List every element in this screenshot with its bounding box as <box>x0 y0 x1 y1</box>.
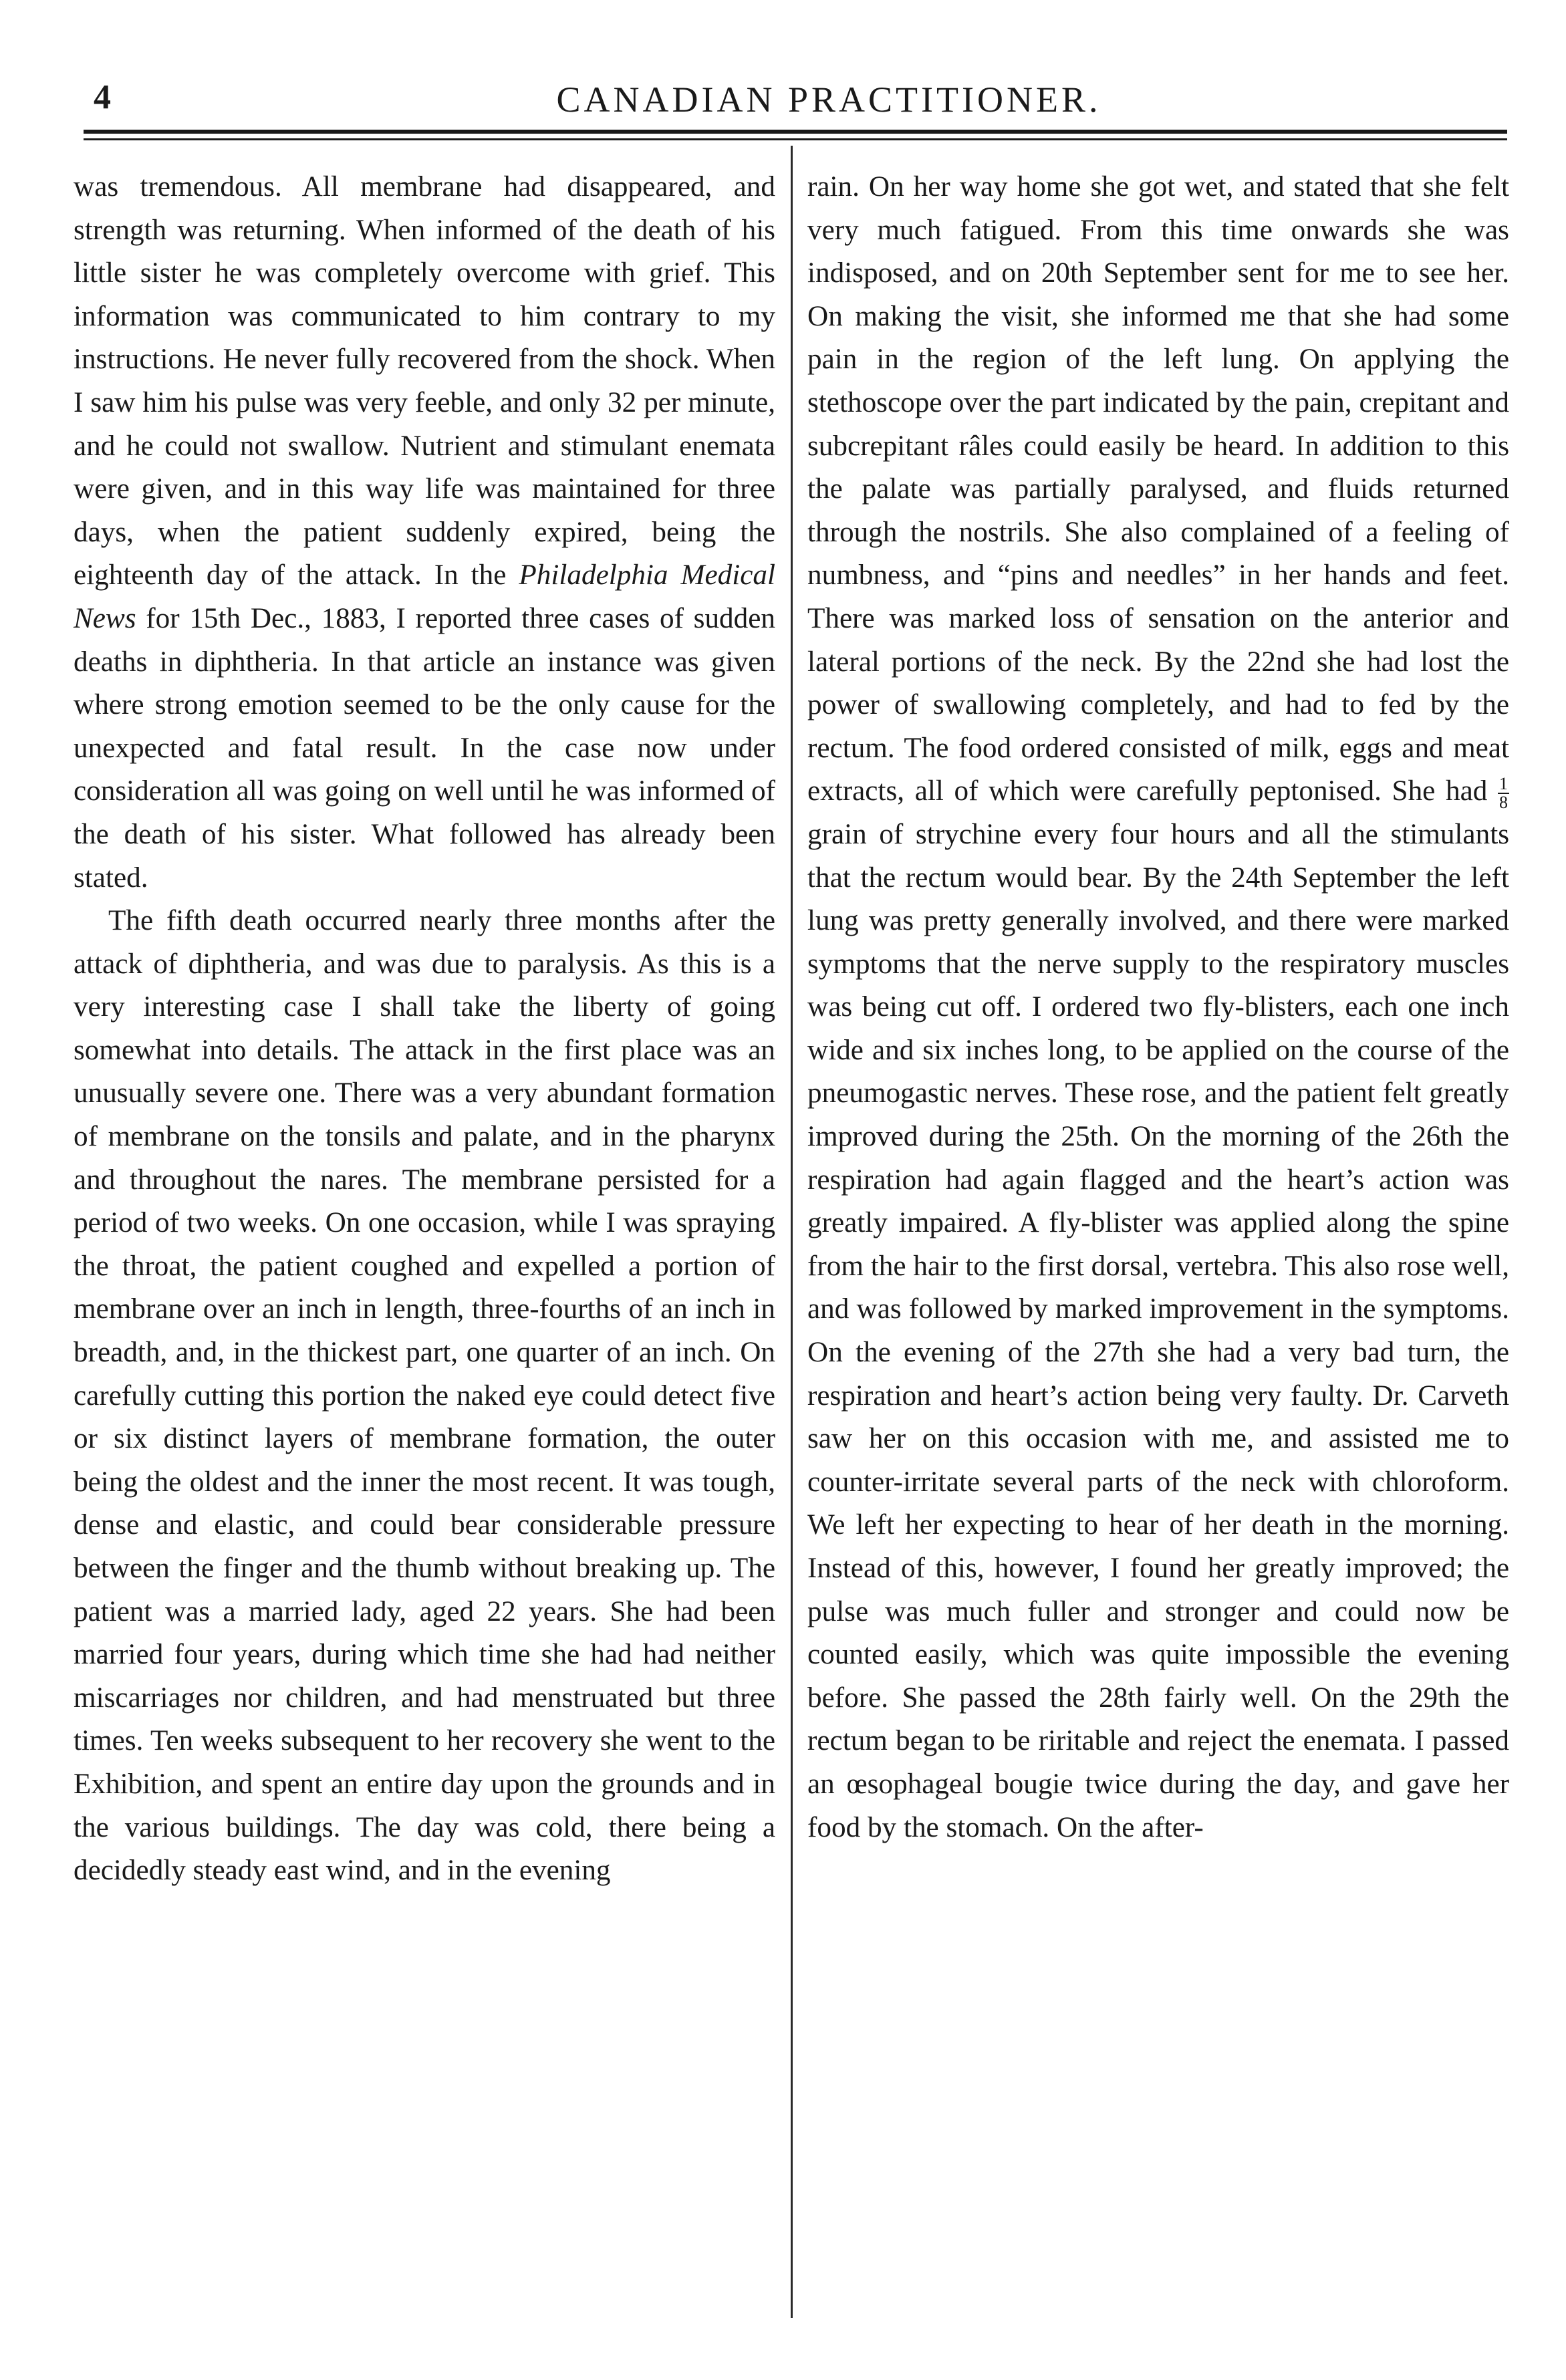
right-column <box>807 166 1509 1849</box>
paragraph <box>807 166 1509 1849</box>
header-rule-thick <box>84 130 1507 134</box>
paragraph-text: grain of strychine every four hours and all the stimulants that the rectum would bear. By the 24th September the left lung was pretty generally involved, and there were marked symptoms that the nerve supply to the respiratory muscles was being cut off. I ordered two fly-blisters, each one inch wide and six inches long, to be applied on the course of the pneumogastic nerves. These rose, and the patient felt greatly improved during the 25th. On the morning of the 26th the respiration had again flagged and the heart’s action was greatly impaired. A fly-blister was applied along the spine from the hair to the first dorsal, vertebra. This also rose well, and was followed by marked improvement in the symptoms. On the evening of the 27th she had a very bad turn, the respiration and heart’s action being very faulty. Dr. Carveth saw her on this occasion with me, and assisted me to counter-irritate several parts of the neck with chloroform. We left her expecting to hear of her death in the morning. Instead of this, however, I found her greatly improved; the pulse was much fuller and stronger and could now be counted easily, which was quite impossible the evening before. She passed the 28th fairly well. On the 29th the rectum began to be riritable and reject the enemata. I passed an œsophageal bougie twice during the day, and gave her food by the stomach. On the after- <box>807 818 1509 1843</box>
fraction-numerator: 1 <box>1499 774 1508 794</box>
page-header <box>67 59 1511 119</box>
paragraph-text: rain. On her way home she got wet, and stated that she felt very much fatigued. From this time onwards she was indisposed, and on 20th September sent for me to see her. On making the visit, she informed me that she had some pain in the region of the left lung. On applying the stethoscope over the part indicated by the pain, crepitant and subcrepitant râles could easily be heard. In addition to this the palate was partially paralysed, and fluids returned through the nostrils. She also complained of a feeling of numbness, and “pins and needles” in her hands and feet. There was marked loss of sensation on the anterior and lateral portions of the neck. By the 22nd she had lost the power of swallowing completely, and had to fed by the rectum. The food ordered consisted of milk, eggs and meat extracts, all of which were carefully peptonised. She had <box>807 171 1509 807</box>
paragraph-text: was tremendous. All membrane had disappeared, and strength was returning. When informed of the death of his little sister he was completely overcome with grief. This information was communicated to him contrary to my instructions. He never fully recovered from the shock. When I saw him his pulse was very feeble, and only 32 per minute, and he could not swallow. Nutrient and stimulant enemata were given, and in this way life was maintained for three days, when the patient suddenly expired, being the eighteenth day of the attack. In the <box>74 171 775 591</box>
paragraph: The fifth death occurred nearly three months after the attack of diphtheria, and was due to paralysis. As this is a very interesting case I shall take the liberty of going somewhat into details. The attack in the first place was an unusually severe one. There was a very abundant formation of membrane on the tonsils and palate, and in the pharynx and throughout the nares. The membrane persisted for a period of two weeks. On one occasion, while I was spraying the throat, the patient coughed and expelled a portion of membrane over an inch in length, three-fourths of an inch in breadth, and, in the thickest part, one quarter of an inch. On carefully cutting this portion the naked eye could detect five or six distinct layers of membrane formation, the outer being the oldest and the inner the most recent. It was tough, dense and elastic, and could bear considerable pressure between the finger and the thumb without breaking up. The patient was a married lady, aged 22 years. She had been married four years, during which time she had had neither miscarriages nor children, and had menstruated but three times. Ten weeks subsequent to her recovery she went to the Exhibition, and spent an entire day upon the grounds and in the various buildings. The day was cold, there being a decidedly steady east wind, and in the evening <box>74 905 775 1887</box>
paragraph-text: for 15th Dec., 1883, I reported three cases of sudden deaths in diphtheria. In that article an instance was given where strong emotion seemed to be the only cause for the unexpected and fatal result. In the case now under consideration all was going on well until he was informed of the death of his sister. What followed has already been stated. <box>74 602 775 894</box>
fraction <box>1498 775 1509 811</box>
journal-title: Philadelphia Medical News <box>74 559 775 634</box>
page-number: 4 <box>94 78 112 116</box>
column-divider <box>791 146 793 2318</box>
fraction-denominator: 8 <box>1499 793 1508 813</box>
header-rule-thin <box>84 138 1507 140</box>
paragraph <box>74 166 775 900</box>
running-title: CANADIAN PRACTITIONER. <box>556 80 1101 120</box>
left-column <box>74 166 775 1893</box>
